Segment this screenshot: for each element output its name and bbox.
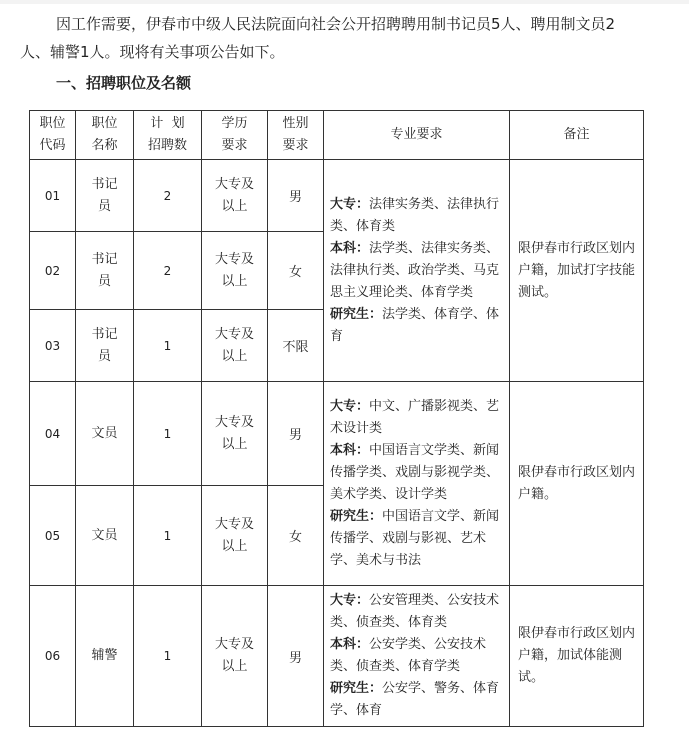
- major-text: 公安学类、公安技术类、侦查类、体育学类: [330, 637, 487, 674]
- job-count: 2: [134, 160, 202, 232]
- table-row: [30, 382, 644, 486]
- job-name: 文员: [76, 382, 134, 486]
- header-remark: 备注: [510, 111, 644, 160]
- job-count: 1: [134, 310, 202, 382]
- major-label: 本科：: [330, 442, 370, 458]
- job-count: 1: [134, 382, 202, 486]
- major-text: 法学类、体育学、体育: [330, 306, 500, 344]
- job-name: 书记 员: [76, 160, 134, 232]
- major-text: 公安学、警务、体育学、体育: [330, 681, 500, 718]
- header-gender: 性别 要求: [268, 111, 324, 160]
- job-code: 02: [30, 232, 76, 310]
- job-code: 04: [30, 382, 76, 486]
- job-name: 辅警: [76, 586, 134, 727]
- job-name: 书记 员: [76, 310, 134, 382]
- job-code: 01: [30, 160, 76, 232]
- job-count: 2: [134, 232, 202, 310]
- job-gender: 不限: [268, 310, 324, 382]
- header-name: 职位 名称: [76, 111, 134, 160]
- job-education: 大专及 以上: [202, 232, 268, 310]
- job-gender: 男: [268, 382, 324, 486]
- table-row: [30, 586, 644, 727]
- job-name: 书记 员: [76, 232, 134, 310]
- major-requirements-staff: [324, 382, 510, 586]
- job-code: 03: [30, 310, 76, 382]
- header-education: 学历 要求: [202, 111, 268, 160]
- table-row: [30, 160, 644, 232]
- major-text: 中文、广播影视类、艺术设计类: [330, 398, 500, 436]
- table-header-row: [30, 111, 644, 160]
- job-gender: 女: [268, 232, 324, 310]
- job-code: 06: [30, 586, 76, 727]
- job-name: 文员: [76, 486, 134, 586]
- job-education: 大专及 以上: [202, 310, 268, 382]
- header-code: 职位 代码: [30, 111, 76, 160]
- major-label: 大专：: [330, 593, 370, 608]
- intro-line-1: 因工作需要，伊春市中级人民法院面向社会公开招聘聘用制书记员5人、聘用制文员2: [56, 15, 616, 33]
- job-code: 05: [30, 486, 76, 586]
- major-label: 研究生：: [330, 508, 383, 524]
- major-text: 法学类、法律实务类、法律执行类、政治学类、马克思主义理论类、体育学类: [330, 240, 500, 300]
- remark-clerk: 限伊春市行政区划内户籍，加试打字技能测试。: [510, 160, 644, 382]
- major-text: 公安管理类、公安技术类、侦查类、体育类: [330, 593, 500, 630]
- major-requirements-auxiliary-police: [324, 586, 510, 727]
- recruitment-table: [29, 110, 644, 727]
- job-gender: 女: [268, 486, 324, 586]
- major-label: 本科：: [330, 240, 370, 256]
- job-education: 大专及 以上: [202, 382, 268, 486]
- job-count: 1: [134, 486, 202, 586]
- section-title: 一、招聘职位及名额: [56, 74, 192, 92]
- major-label: 大专：: [330, 196, 370, 212]
- major-text: 中国语言文学、新闻传播学、戏剧与影视、艺术学、美术与书法: [330, 508, 500, 568]
- major-label: 研究生：: [330, 306, 383, 322]
- intro-paragraph: [20, 10, 680, 66]
- remark-staff: 限伊春市行政区划内户籍。: [510, 382, 644, 586]
- major-label: 研究生：: [330, 681, 383, 696]
- major-text: 中国语言文学类、新闻传播学类、戏剧与影视学类、美术学类、设计学类: [330, 442, 500, 502]
- major-label: 本科：: [330, 637, 370, 652]
- job-education: 大专及 以上: [202, 486, 268, 586]
- major-text: 法律实务类、法律执行类、体育类: [330, 196, 500, 234]
- job-education: 大专及 以上: [202, 160, 268, 232]
- remark-auxiliary-police: 限伊春市行政区划内户籍，加试体能测试。: [510, 586, 644, 727]
- major-label: 大专：: [330, 398, 370, 414]
- job-gender: 男: [268, 160, 324, 232]
- job-count: 1: [134, 586, 202, 727]
- top-divider: [0, 0, 689, 4]
- header-major: 专业要求: [324, 111, 510, 160]
- job-gender: 男: [268, 586, 324, 727]
- header-count: 计 划 招聘数: [134, 111, 202, 160]
- major-requirements-clerk: [324, 160, 510, 382]
- intro-line-2: 人、辅警1人。现将有关事项公告如下。: [20, 43, 285, 61]
- job-education: 大专及 以上: [202, 586, 268, 727]
